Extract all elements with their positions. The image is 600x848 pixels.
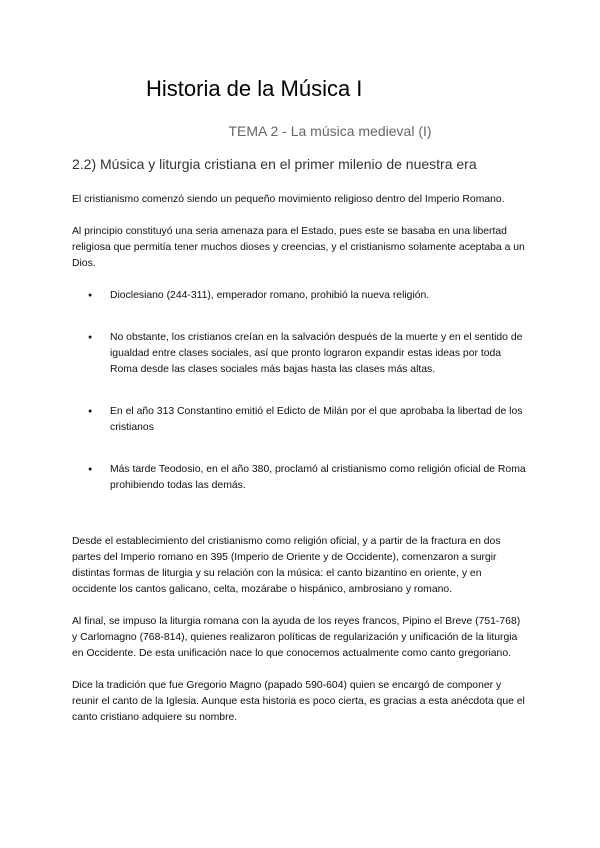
bullet-item: ● En el año 313 Constantino emitió el Edicto de Milán por el que aprobaba la libertad de los cristianos — [72, 404, 528, 436]
paragraph: Dice la tradición que fue Gregorio Magno (papado 590-604) quien se encargó de componer y reunir el canto de la Iglesia. Aunque esta historia es poco cierta, es gracias a esta anécdota que el canto cristiano adquiere su nombre. — [72, 680, 525, 723]
paragraph: Al final, se impuso la liturgia romana con la ayuda de los reyes francos, Pipino el Breve (751-768) y Carlomagno (768-814), quienes realizaron políticas de regularización y unificación de la liturgia en Occidente. De esta unificación nace lo que conocemos actualmente como canto gregoriano. — [72, 616, 521, 659]
bullet-item: ● Más tarde Teodosio, en el año 380, proclamó al cristianismo como religión oficial de Roma prohibiendo todas las demás. — [72, 462, 528, 494]
document-title: Historia de la Música I — [146, 76, 363, 101]
bullet-item: ● Dioclesiano (244-311), emperador romano, prohibió la nueva religión. — [72, 288, 528, 304]
section-heading: 2.2) Música y liturgia cristiana en el primer milenio de nuestra era — [72, 156, 477, 172]
paragraph: Al principio constituyó una seria amenaza para el Estado, pues este se basaba en una libertad religiosa que permitía tener muchos dioses y creencias, y el cristianismo solamente aceptaba a un Dios. — [72, 226, 525, 269]
paragraph: Desde el establecimiento del cristianismo como religión oficial, y a partir de la fractura en dos partes del Imperio romano en 395 (Imperio de Oriente y de Occidente), comenzaron a surgir distintas formas de liturgia y su relación con la música: el canto bizantino en oriente, y en occidente los cantos galicano, celta, mozárabe o hispánico, ambrosiano y romano. — [72, 536, 501, 595]
paragraph: El cristianismo comenzó siendo un pequeño movimiento religioso dentro del Imperio Romano. — [72, 194, 505, 205]
document-subtitle: TEMA 2 - La música medieval (I) — [228, 123, 432, 139]
bullet-item: ● No obstante, los cristianos creían en la salvación después de la muerte y en el sentido de igualdad entre clases sociales, así que pronto lograron expandir estas ideas por toda Roma desde las clases sociales más bajas hasta las clases más altas. — [72, 330, 528, 378]
bullet-list — [72, 288, 528, 494]
